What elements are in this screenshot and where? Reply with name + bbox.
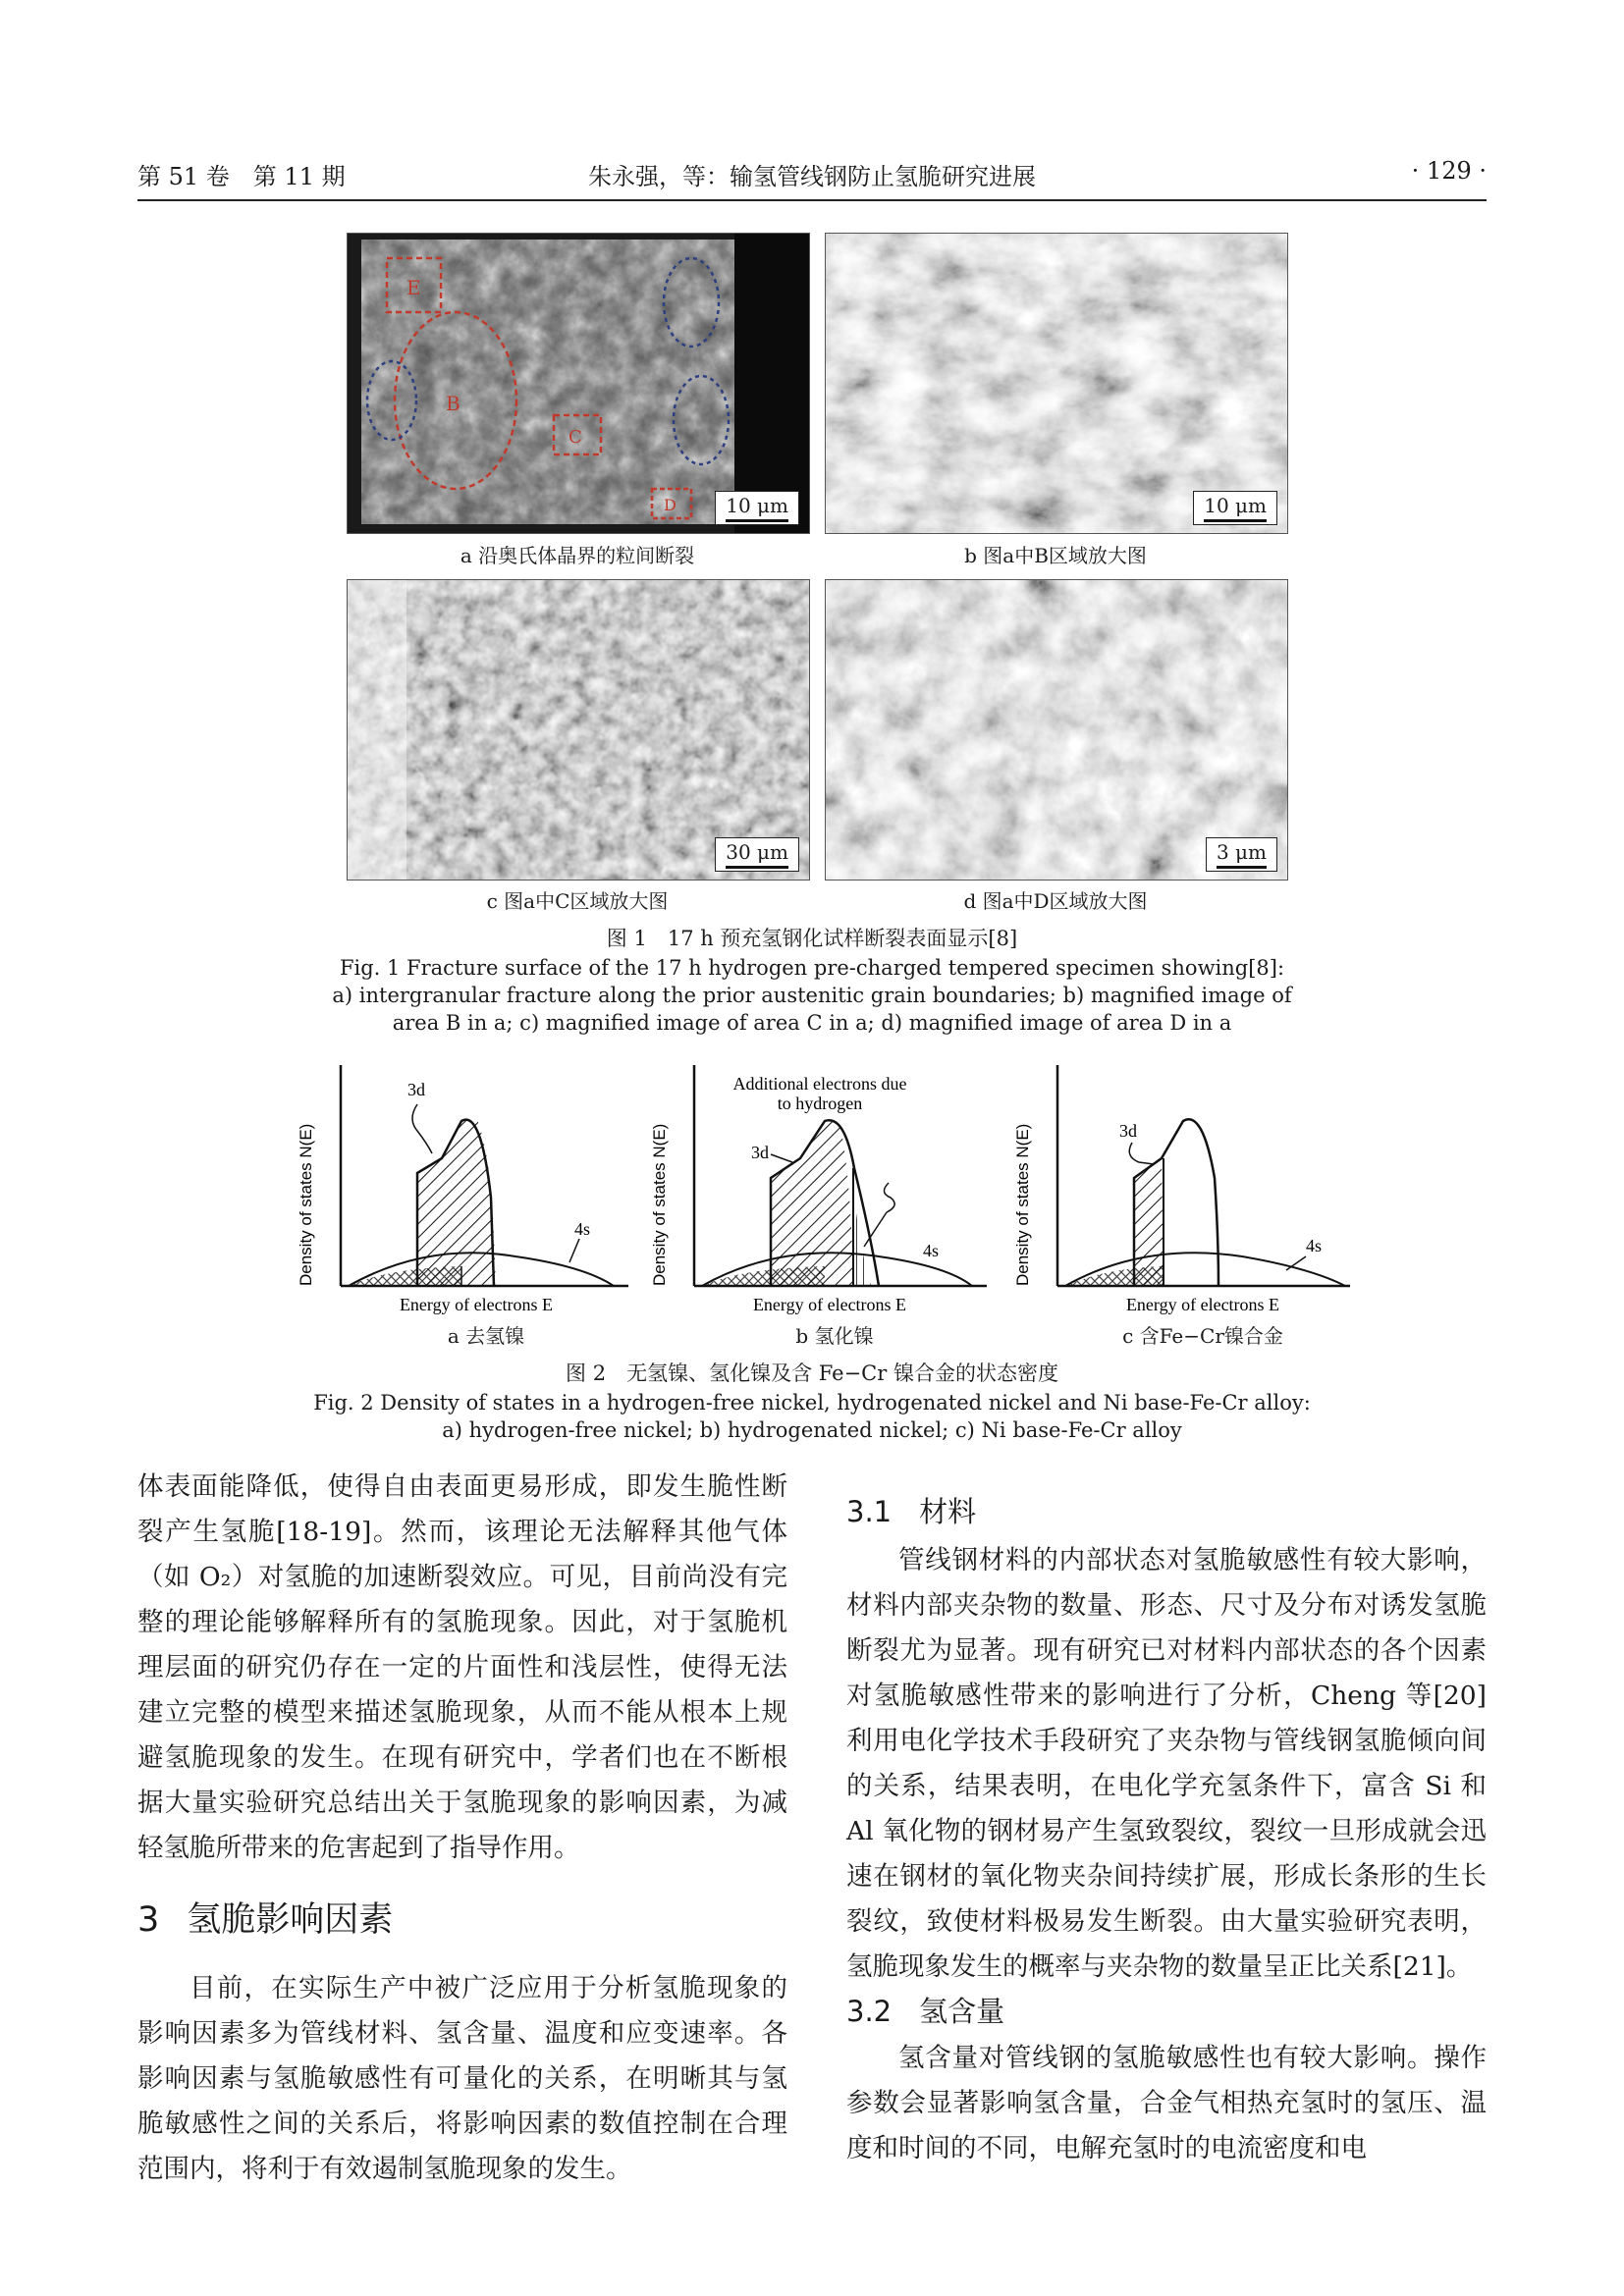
dos-a-xlabel: Energy of electrons E [399,1295,554,1314]
left-paragraph-2: 目前，在实际生产中被广泛应用于分析氢脆现象的影响因素多为管线材料、氢含量、温度和应变速率。各影响因素与氢脆敏感性有可量化的关系，在明晰其与氢脆敏感性之间的关系后，将影响因素的数值控制在合理范围内，将利于有效遏制氢脆现象的发生。 [137,1973,787,2184]
region-c-label: C [568,427,582,448]
dos-c-ylabel: Density of states N(E) [1013,1123,1032,1286]
dos-b-svg [643,1060,992,1330]
right-paragraph-1: 管线钢材料的内部状态对氢脆敏感性有较大影响，材料内部夹杂物的数量、形态、尺寸及分布对诱发氢脆断裂尤为显著。现有研究已对材料内部状态的各个因素对氢脆敏感性带来的影响进行了分析，Cheng 等[20]利用电化学技术手段研究了夹杂物与管线钢氢脆倾向间的关系，结果表明，在电化学充氢条件下，富含 Si 和 Al 氧化物的钢材易产生氢致裂纹，裂纹一旦形成就会迅速在钢材的氧化物夹杂间持续扩展，形成长条形的生长裂纹，致使材料极易发生断裂。由大量实验研究表明，氢脆现象发生的概率与夹杂物的数量呈正比关系[21]。 [846,1545,1487,1982]
figure2-caption-cn: 图 2 无氢镍、氢化镍及含 Fe−Cr 镍合金的状态密度 [566,1362,1058,1385]
micrograph-a-image [348,234,809,533]
subcaption-d: d 图a中D区域放大图 [963,889,1148,913]
micrograph-a [347,233,810,534]
right-column-lower [846,2036,1487,2171]
scale-bar-b [1193,491,1277,525]
dos-diagram-a [290,1060,633,1330]
subcaption-a: a 沿奥氏体晶界的粒间断裂 [460,544,695,567]
scale-label-a: 10 μm [726,494,788,517]
section-3-heading [137,1893,393,1942]
subsection-3-1-heading [846,1490,976,1530]
dos-b-xlabel: Energy of electrons E [752,1295,907,1314]
dos-b-3d-filled [771,1121,853,1286]
left-paragraph-1: 体表面能降低，使得自由表面更易形成，即发生脆性断裂产生氢脆[18-19]。然而，该理论无法解释其他气体（如 O₂）对氢脆的加速断裂效应。可见，目前尚没有完整的理论能够解释所有的氢脆现象。因此，对于氢脆机理层面的研究仍存在一定的片面性和浅层性，使得无法建立完整的模型来描述氢脆现象，从而不能从根本上规避氢脆现象的发生。在现有研究中，学者们也在不断根据大量实验研究总结出关于氢脆现象的影响因素，为减轻氢脆所带来的危害起到了指导作用。 [137,1471,787,1863]
scale-label-b: 10 μm [1204,494,1267,517]
subcaption-b: b 图a中B区域放大图 [964,544,1147,567]
header-rule [137,199,1487,201]
scale-bar-d [1206,837,1277,872]
subcaption-c: c 图a中C区域放大图 [486,889,669,913]
region-e-label: E [406,276,421,299]
dos-caption-c: c 含Fe−Cr镍合金 [1122,1324,1283,1348]
dos-diagram-c [1006,1060,1355,1330]
header-running-title: 朱永强，等：输氢管线钢防止氢脆研究进展 [588,163,1036,190]
dos-a-3d-filled [417,1117,496,1286]
left-column [137,1465,787,1871]
dos-a-3d-label: 3d [407,1080,425,1099]
dos-c-xlabel: Energy of electrons E [1125,1295,1280,1314]
figure1-caption-cn: 图 1 17 h 预充氢钢化试样断裂表面显示[8] [606,927,1018,950]
dos-diagram-b [643,1060,992,1330]
section-3-number: 3 [137,1900,160,1940]
micrograph-c-image [348,580,809,880]
right-paragraph-2: 氢含量对管线钢的氢脆敏感性也有较大影响。操作参数会显著影响氢含量，合金气相热充氢时的氢压、温度和时间的不同，电解充氢时的电流密度和电 [846,2043,1487,2163]
dos-a-4s-label: 4s [574,1219,591,1239]
micrograph-d-image [826,580,1287,880]
subsection-3-1-title: 材料 [919,1495,977,1528]
figure1-caption-en-3: area B in a; c) magnified image of area C in a; d) magnified image of area D in a [392,1011,1232,1035]
dos-c-4s-label: 4s [1306,1236,1323,1255]
region-b-label: B [446,392,460,415]
header-page-number: · 129 · [1411,157,1487,185]
subsection-3-1-number: 3.1 [846,1495,893,1528]
dos-b-4s-label: 4s [923,1241,940,1260]
dos-b-ylabel: Density of states N(E) [650,1123,669,1286]
scale-label-d: 3 μm [1216,840,1267,864]
dos-b-note-2: to hydrogen [777,1094,863,1113]
dos-b-3d-label: 3d [751,1143,769,1162]
micrograph-b [825,233,1288,534]
figure1-caption-en-2: a) intergranular fracture along the prior austenitic grain boundaries; b) magnified image of [332,984,1292,1007]
figure2-caption-en-2: a) hydrogen-free nickel; b) hydrogenated nickel; c) Ni base-Fe-Cr alloy [442,1418,1182,1442]
micrograph-c [347,579,810,881]
left-column-lower [137,1966,787,2192]
dos-c-svg [1006,1060,1355,1330]
subsection-3-2-heading [846,1990,1004,2030]
region-d-label: D [664,496,677,514]
subsection-3-2-number: 3.2 [846,1995,893,2028]
scale-label-c: 30 μm [726,840,788,864]
right-column [846,1538,1487,1990]
micrograph-b-image [826,234,1287,533]
dos-c-3d-label: 3d [1119,1121,1137,1141]
dos-b-note-1: Additional electrons due [732,1074,907,1094]
dos-caption-b: b 氢化镍 [795,1324,874,1348]
subsection-3-2-title: 氢含量 [919,1995,1005,2028]
scale-bar-a [715,491,799,525]
figure1-caption-en-1: Fig. 1 Fracture surface of the 17 h hydrogen pre-charged tempered specimen showing[8]: [339,956,1285,980]
micrograph-d [825,579,1288,881]
figure2-caption-en-1: Fig. 2 Density of states in a hydrogen-free nickel, hydrogenated nickel and Ni base-Fe-Cr alloy: [313,1391,1311,1415]
section-3-title: 氢脆影响因素 [187,1900,394,1940]
dos-caption-a: a 去氢镍 [447,1324,525,1348]
header-volume-issue: 第 51 卷 第 11 期 [137,163,346,190]
scale-bar-c [715,837,799,872]
dos-a-svg [290,1060,633,1330]
dos-a-ylabel: Density of states N(E) [297,1123,315,1286]
